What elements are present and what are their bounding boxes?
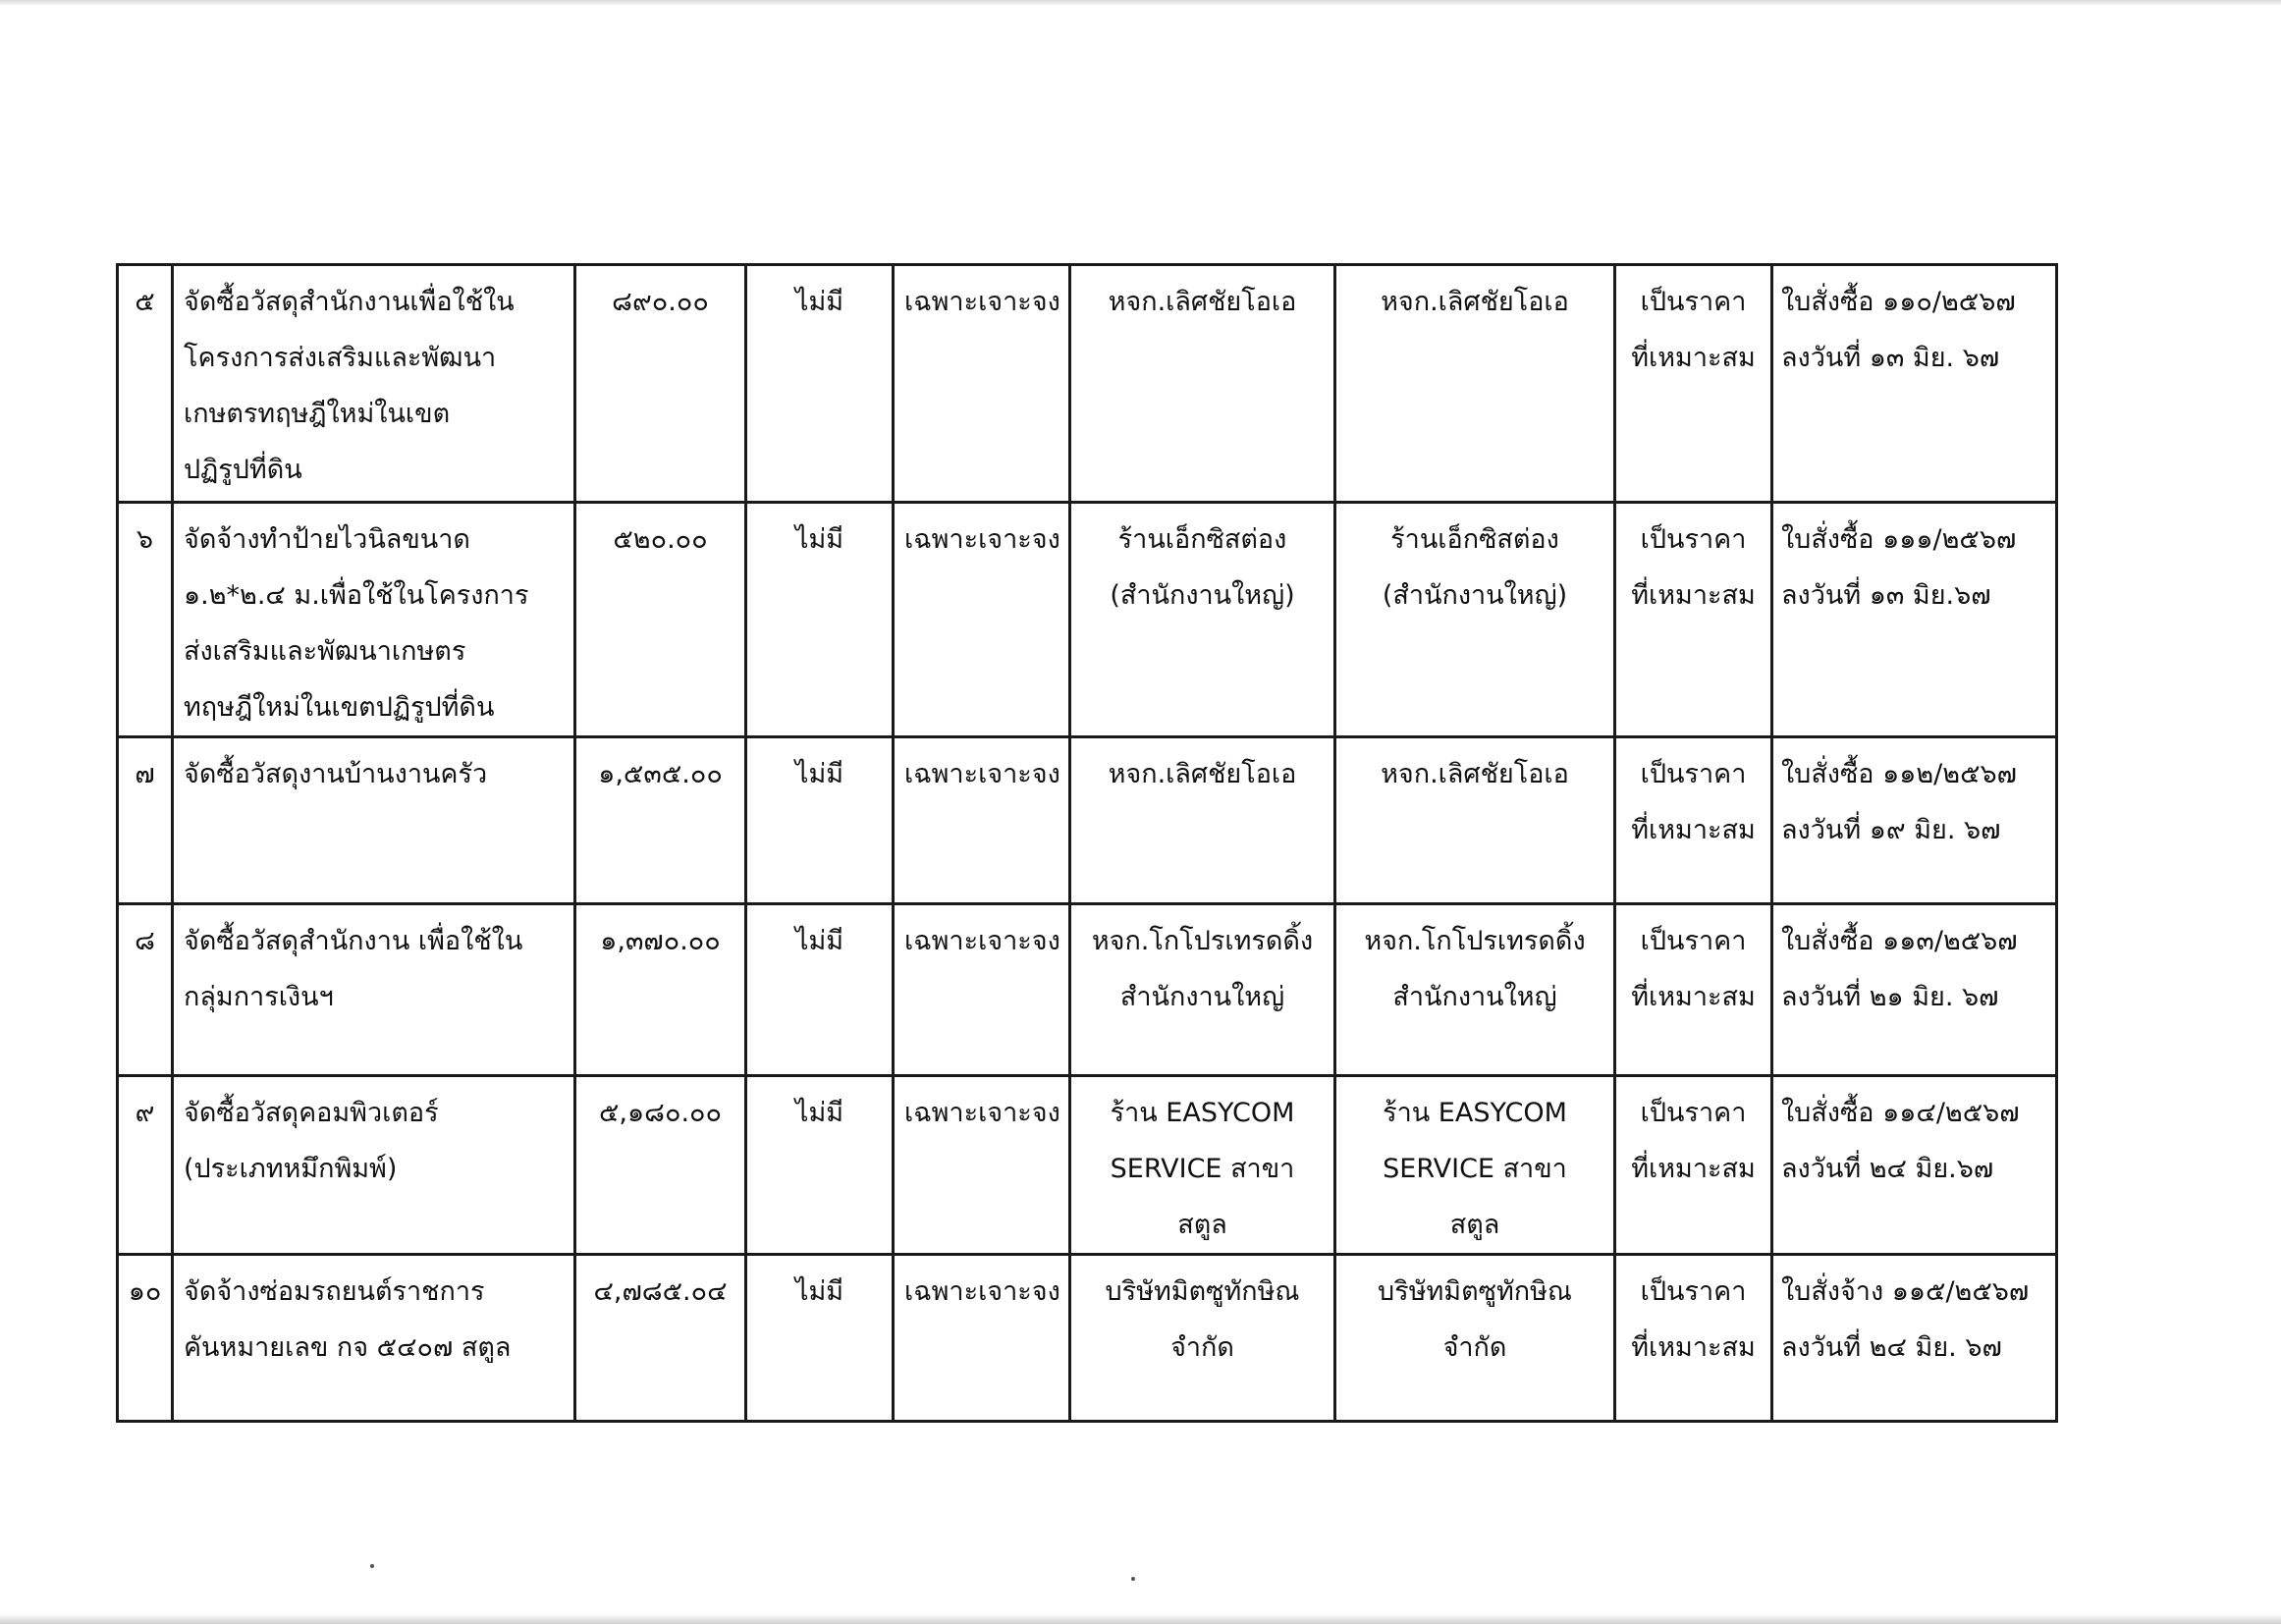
item-description-cell (173, 1076, 575, 1255)
item-description-cell (173, 503, 575, 737)
bidder-cell (1070, 904, 1335, 1076)
item-description-line: ทฤษฎีใหม่ในเขตปฏิรูปที่ดิน (184, 692, 495, 723)
bidder-cell (1070, 265, 1335, 503)
selection-reason-line: ที่เหมาะสม (1631, 1154, 1756, 1184)
amount: ๘๙๐.๐๐ (612, 287, 709, 317)
item-description-cell (173, 737, 575, 904)
item-description-line: จัดซื้อวัสดุคอมพิวเตอร์ (184, 1098, 439, 1128)
bidder-line: จำกัด (1170, 1332, 1234, 1363)
amount-cell (575, 1255, 746, 1422)
selected-vendor-line: หจก.โกโปรเทรดดิ้ง (1364, 926, 1586, 956)
selected-vendor-line: SERVICE สาขา (1383, 1154, 1567, 1184)
item-description-line: เกษตรทฤษฎีใหม่ในเขต (184, 399, 451, 429)
item-description-line: (ประเภทหมึกพิมพ์) (184, 1154, 398, 1184)
table-row (118, 737, 2057, 904)
selected-vendor-line: หจก.เลิศชัยโอเอ (1381, 759, 1569, 789)
row-number-cell (118, 265, 173, 503)
median-price: ไม่มี (794, 1098, 844, 1128)
selection-reason-cell (1615, 737, 1772, 904)
reference-document-line: ลงวันที่ ๒๑ มิย. ๖๗ (1781, 982, 1999, 1012)
item-description-line: จัดซื้อวัสดุสำนักงาน เพื่อใช้ใน (184, 926, 523, 956)
row-number-cell (118, 737, 173, 904)
procurement-method: เฉพาะเจาะจง (904, 759, 1060, 789)
reference-document-line: ใบสั่งจ้าง ๑๑๕/๒๕๖๗ (1781, 1276, 2030, 1307)
scan-edge-top (0, 0, 2281, 6)
reference-document-line: ลงวันที่ ๑๓ มิย.๖๗ (1781, 580, 1991, 611)
selection-reason-line: ที่เหมาะสม (1631, 982, 1756, 1012)
bidder-line: SERVICE สาขา (1110, 1154, 1295, 1184)
bidder-cell (1070, 737, 1335, 904)
procurement-method: เฉพาะเจาะจง (904, 1098, 1060, 1128)
item-description-line: กลุ่มการเงินฯ (184, 982, 334, 1012)
selected-vendor-line: บริษัทมิตซูทักษิณ (1378, 1276, 1572, 1307)
procurement-method-cell (894, 1076, 1070, 1255)
row-number-cell (118, 1076, 173, 1255)
procurement-method: เฉพาะเจาะจง (904, 524, 1060, 555)
selection-reason-line: เป็นราคา (1640, 926, 1747, 956)
bidder-line: หจก.โกโปรเทรดดิ้ง (1091, 926, 1314, 956)
row-number-cell (118, 904, 173, 1076)
item-description-cell (173, 1255, 575, 1422)
item-description-line: ปฏิรูปที่ดิน (184, 455, 302, 485)
median-price-cell (746, 1076, 894, 1255)
procurement-table-body (118, 265, 2057, 1422)
row-number: ๑๐ (128, 1276, 162, 1307)
amount-cell (575, 503, 746, 737)
amount-cell (575, 265, 746, 503)
median-price-cell (746, 503, 894, 737)
selected-vendor-line: ร้านเอ็กซิสต่อง (1390, 524, 1559, 555)
item-description-line: โครงการส่งเสริมและพัฒนา (184, 343, 497, 373)
reference-document-line: ใบสั่งซื้อ ๑๑๒/๒๕๖๗ (1781, 759, 2017, 789)
selection-reason-cell (1615, 503, 1772, 737)
reference-document-cell (1772, 503, 2057, 737)
selection-reason-line: ที่เหมาะสม (1631, 815, 1756, 845)
selected-vendor-line: (สำนักงานใหญ่) (1382, 580, 1568, 611)
selected-vendor-line: สตูล (1449, 1210, 1500, 1240)
selected-vendor-cell (1335, 1255, 1615, 1422)
amount-cell (575, 904, 746, 1076)
selected-vendor-cell (1335, 737, 1615, 904)
procurement-method-cell (894, 503, 1070, 737)
reference-document-cell (1772, 1076, 2057, 1255)
selected-vendor-line: หจก.เลิศชัยโอเอ (1381, 287, 1569, 317)
table-row (118, 503, 2057, 737)
selected-vendor-line: สำนักงานใหญ่ (1392, 982, 1557, 1012)
procurement-method-cell (894, 1255, 1070, 1422)
selection-reason-line: เป็นราคา (1640, 1098, 1747, 1128)
item-description-line: จัดจ้างทำป้ายไวนิลขนาด (184, 524, 470, 555)
reference-document-line: ใบสั่งซื้อ ๑๑๑/๒๕๖๗ (1781, 524, 2017, 555)
selected-vendor-cell (1335, 265, 1615, 503)
procurement-method: เฉพาะเจาะจง (904, 1276, 1060, 1307)
item-description-cell (173, 265, 575, 503)
item-description-line: จัดซื้อวัสดุงานบ้านงานครัว (184, 759, 488, 789)
median-price-cell (746, 265, 894, 503)
amount: ๕,๑๘๐.๐๐ (598, 1098, 722, 1128)
amount: ๑,๓๗๐.๐๐ (600, 926, 721, 956)
reference-document-line: ลงวันที่ ๑๙ มิย. ๖๗ (1781, 815, 2001, 845)
median-price: ไม่มี (794, 759, 844, 789)
bidder-line: หจก.เลิศชัยโอเอ (1108, 287, 1297, 317)
row-number: ๖ (136, 524, 154, 555)
selection-reason-cell (1615, 1255, 1772, 1422)
reference-document-line: ใบสั่งซื้อ ๑๑๓/๒๕๖๗ (1781, 926, 2018, 956)
bidder-cell (1070, 1076, 1335, 1255)
median-price: ไม่มี (794, 524, 844, 555)
procurement-method: เฉพาะเจาะจง (904, 926, 1060, 956)
selection-reason-cell (1615, 265, 1772, 503)
reference-document-cell (1772, 265, 2057, 503)
item-description-line: จัดซื้อวัสดุสำนักงานเพื่อใช้ใน (184, 287, 515, 317)
bidder-line: ร้าน EASYCOM (1110, 1098, 1295, 1128)
amount-cell (575, 737, 746, 904)
bidder-line: สตูล (1177, 1210, 1227, 1240)
row-number: ๙ (135, 1098, 155, 1128)
scan-speck (1131, 1577, 1135, 1581)
amount: ๔,๗๘๕.๐๔ (593, 1276, 728, 1307)
selected-vendor-line: จำกัด (1442, 1332, 1507, 1363)
reference-document-line: ลงวันที่ ๒๔ มิย. ๖๗ (1781, 1332, 2002, 1363)
table-row (118, 1255, 2057, 1422)
reference-document-cell (1772, 737, 2057, 904)
reference-document-line: ใบสั่งซื้อ ๑๑๔/๒๕๖๗ (1781, 1098, 2020, 1128)
row-number: ๗ (135, 759, 155, 789)
selection-reason-line: เป็นราคา (1640, 524, 1747, 555)
procurement-table (116, 263, 2058, 1423)
selection-reason-cell (1615, 904, 1772, 1076)
scan-edge-bottom (0, 1614, 2281, 1624)
median-price: ไม่มี (794, 926, 844, 956)
reference-document-line: ลงวันที่ ๑๓ มิย. ๖๗ (1781, 343, 2000, 373)
median-price-cell (746, 737, 894, 904)
item-description-line: คันหมายเลข กจ ๕๔๐๗ สตูล (184, 1332, 512, 1363)
table-row (118, 265, 2057, 503)
amount: ๕๒๐.๐๐ (613, 524, 708, 555)
reference-document-line: ลงวันที่ ๒๔ มิย.๖๗ (1781, 1154, 1994, 1184)
item-description-line: จัดจ้างซ่อมรถยนต์ราชการ (184, 1276, 485, 1307)
item-description-line: ๑.๒*๒.๔ ม.เพื่อใช้ในโครงการ (184, 580, 529, 611)
row-number-cell (118, 1255, 173, 1422)
item-description-cell (173, 904, 575, 1076)
selection-reason-cell (1615, 1076, 1772, 1255)
row-number: ๘ (135, 926, 155, 956)
item-description-line: ส่งเสริมและพัฒนาเกษตร (184, 636, 466, 667)
reference-document-cell (1772, 904, 2057, 1076)
scan-speck (370, 1564, 374, 1568)
selection-reason-line: ที่เหมาะสม (1631, 1332, 1756, 1363)
reference-document-line: ใบสั่งซื้อ ๑๑๐/๒๕๖๗ (1781, 287, 2016, 317)
reference-document-cell (1772, 1255, 2057, 1422)
bidder-cell (1070, 1255, 1335, 1422)
procurement-method-cell (894, 265, 1070, 503)
bidder-line: หจก.เลิศชัยโอเอ (1108, 759, 1297, 789)
row-number-cell (118, 503, 173, 737)
amount: ๑,๕๓๕.๐๐ (598, 759, 723, 789)
selected-vendor-cell (1335, 1076, 1615, 1255)
bidder-cell (1070, 503, 1335, 737)
median-price: ไม่มี (794, 1276, 844, 1307)
selection-reason-line: ที่เหมาะสม (1631, 343, 1756, 373)
median-price-cell (746, 904, 894, 1076)
row-number: ๕ (135, 287, 155, 317)
procurement-method-cell (894, 904, 1070, 1076)
amount-cell (575, 1076, 746, 1255)
table-row (118, 1076, 2057, 1255)
selection-reason-line: เป็นราคา (1640, 1276, 1747, 1307)
selected-vendor-cell (1335, 904, 1615, 1076)
median-price: ไม่มี (794, 287, 844, 317)
procurement-method-cell (894, 737, 1070, 904)
bidder-line: (สำนักงานใหญ่) (1110, 580, 1295, 611)
selected-vendor-cell (1335, 503, 1615, 737)
bidder-line: บริษัทมิตซูทักษิณ (1105, 1276, 1300, 1307)
selected-vendor-line: ร้าน EASYCOM (1383, 1098, 1567, 1128)
bidder-line: สำนักงานใหญ่ (1119, 982, 1285, 1012)
selection-reason-line: ที่เหมาะสม (1631, 580, 1756, 611)
selection-reason-line: เป็นราคา (1640, 287, 1747, 317)
median-price-cell (746, 1255, 894, 1422)
bidder-line: ร้านเอ็กซิสต่อง (1117, 524, 1287, 555)
selection-reason-line: เป็นราคา (1640, 759, 1747, 789)
procurement-method: เฉพาะเจาะจง (904, 287, 1060, 317)
table-row (118, 904, 2057, 1076)
